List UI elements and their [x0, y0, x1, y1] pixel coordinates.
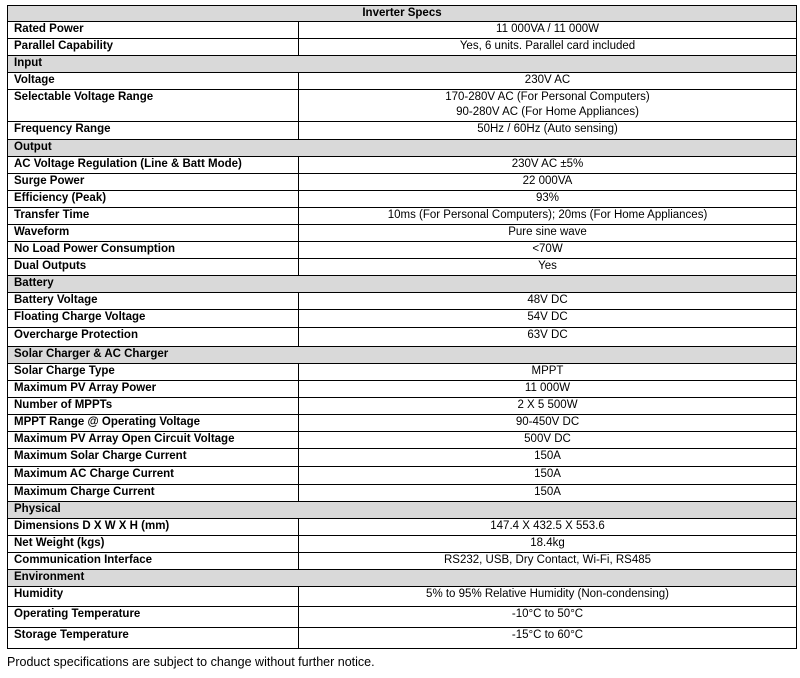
spec-value: RS232, USB, Dry Contact, Wi-Fi, RS485: [299, 553, 797, 570]
spec-label: Rated Power: [8, 22, 299, 39]
table-row: [8, 587, 797, 607]
table-title: Inverter Specs: [8, 6, 797, 22]
table-row: [8, 293, 797, 310]
spec-value: 170-280V AC (For Personal Computers) 90-280V AC (For Home Appliances): [299, 90, 797, 122]
table-row: [8, 553, 797, 570]
table-row: [8, 73, 797, 90]
spec-label: Maximum PV Array Power: [8, 381, 299, 398]
table-row: [8, 22, 797, 39]
spec-label: Maximum AC Charge Current: [8, 467, 299, 485]
spec-value: 150A: [299, 485, 797, 502]
spec-value: <70W: [299, 242, 797, 259]
spec-label: No Load Power Consumption: [8, 242, 299, 259]
section-header: Solar Charger & AC Charger: [8, 347, 797, 364]
spec-table: [7, 5, 797, 649]
spec-label: Operating Temperature: [8, 607, 299, 628]
spec-label: Dimensions D X W X H (mm): [8, 519, 299, 536]
spec-value: 11 000VA / 11 000W: [299, 22, 797, 39]
section-header-row: [8, 502, 797, 519]
spec-value: -10°C to 50°C: [299, 607, 797, 628]
spec-label: Waveform: [8, 225, 299, 242]
spec-label: Storage Temperature: [8, 628, 299, 649]
spec-value: 18.4kg: [299, 536, 797, 553]
spec-label: AC Voltage Regulation (Line & Batt Mode): [8, 157, 299, 174]
spec-label: Selectable Voltage Range: [8, 90, 299, 122]
table-row: [8, 536, 797, 553]
spec-value: 230V AC: [299, 73, 797, 90]
spec-value: 2 X 5 500W: [299, 398, 797, 415]
table-row: [8, 122, 797, 140]
spec-value: MPPT: [299, 364, 797, 381]
section-header-row: [8, 56, 797, 73]
table-row: [8, 191, 797, 208]
table-row: [8, 485, 797, 502]
spec-value: 150A: [299, 449, 797, 467]
spec-label: Maximum Solar Charge Current: [8, 449, 299, 467]
section-header-row: [8, 140, 797, 157]
spec-value: 147.4 X 432.5 X 553.6: [299, 519, 797, 536]
spec-value: 5% to 95% Relative Humidity (Non-condensing): [299, 587, 797, 607]
spec-label: Maximum PV Array Open Circuit Voltage: [8, 432, 299, 449]
spec-value: Pure sine wave: [299, 225, 797, 242]
spec-label: Number of MPPTs: [8, 398, 299, 415]
table-row: [8, 174, 797, 191]
table-row: [8, 467, 797, 485]
spec-value: Yes, 6 units. Parallel card included: [299, 39, 797, 56]
spec-value: 10ms (For Personal Computers); 20ms (For Home Appliances): [299, 208, 797, 225]
spec-label: MPPT Range @ Operating Voltage: [8, 415, 299, 432]
section-header: Physical: [8, 502, 797, 519]
table-row: [8, 328, 797, 347]
spec-value: 22 000VA: [299, 174, 797, 191]
spec-value: 90-450V DC: [299, 415, 797, 432]
table-row: [8, 415, 797, 432]
disclaimer-note: Product specifications are subject to change without further notice.: [7, 655, 375, 669]
spec-value: 230V AC ±5%: [299, 157, 797, 174]
table-row: [8, 381, 797, 398]
table-row: [8, 398, 797, 415]
spec-value: 500V DC: [299, 432, 797, 449]
table-row: [8, 310, 797, 328]
section-header-row: [8, 276, 797, 293]
table-row: [8, 90, 797, 122]
table-row: [8, 519, 797, 536]
table-row: [8, 157, 797, 174]
spec-value: 11 000W: [299, 381, 797, 398]
table-row: [8, 449, 797, 467]
spec-label: Dual Outputs: [8, 259, 299, 276]
table-row: [8, 39, 797, 56]
table-row: [8, 628, 797, 649]
spec-value: 150A: [299, 467, 797, 485]
spec-label: Transfer Time: [8, 208, 299, 225]
table-row: [8, 242, 797, 259]
table-row: [8, 607, 797, 628]
table-title-row: [8, 6, 797, 22]
section-header: Input: [8, 56, 797, 73]
spec-label: Communication Interface: [8, 553, 299, 570]
spec-label: Efficiency (Peak): [8, 191, 299, 208]
table-row: [8, 259, 797, 276]
spec-value: Yes: [299, 259, 797, 276]
spec-label: Voltage: [8, 73, 299, 90]
section-header-row: [8, 347, 797, 364]
spec-label: Parallel Capability: [8, 39, 299, 56]
spec-value: 93%: [299, 191, 797, 208]
spec-label: Surge Power: [8, 174, 299, 191]
spec-label: Frequency Range: [8, 122, 299, 140]
spec-label: Floating Charge Voltage: [8, 310, 299, 328]
spec-value: 50Hz / 60Hz (Auto sensing): [299, 122, 797, 140]
table-row: [8, 432, 797, 449]
section-header: Environment: [8, 570, 797, 587]
spec-label: Battery Voltage: [8, 293, 299, 310]
spec-label: Humidity: [8, 587, 299, 607]
spec-value: 54V DC: [299, 310, 797, 328]
table-row: [8, 364, 797, 381]
spec-value: 63V DC: [299, 328, 797, 347]
spec-value: 48V DC: [299, 293, 797, 310]
spec-label: Net Weight (kgs): [8, 536, 299, 553]
table-row: [8, 225, 797, 242]
spec-label: Overcharge Protection: [8, 328, 299, 347]
section-header: Battery: [8, 276, 797, 293]
spec-value: -15°C to 60°C: [299, 628, 797, 649]
spec-label: Maximum Charge Current: [8, 485, 299, 502]
section-header: Output: [8, 140, 797, 157]
table-row: [8, 208, 797, 225]
section-header-row: [8, 570, 797, 587]
spec-label: Solar Charge Type: [8, 364, 299, 381]
